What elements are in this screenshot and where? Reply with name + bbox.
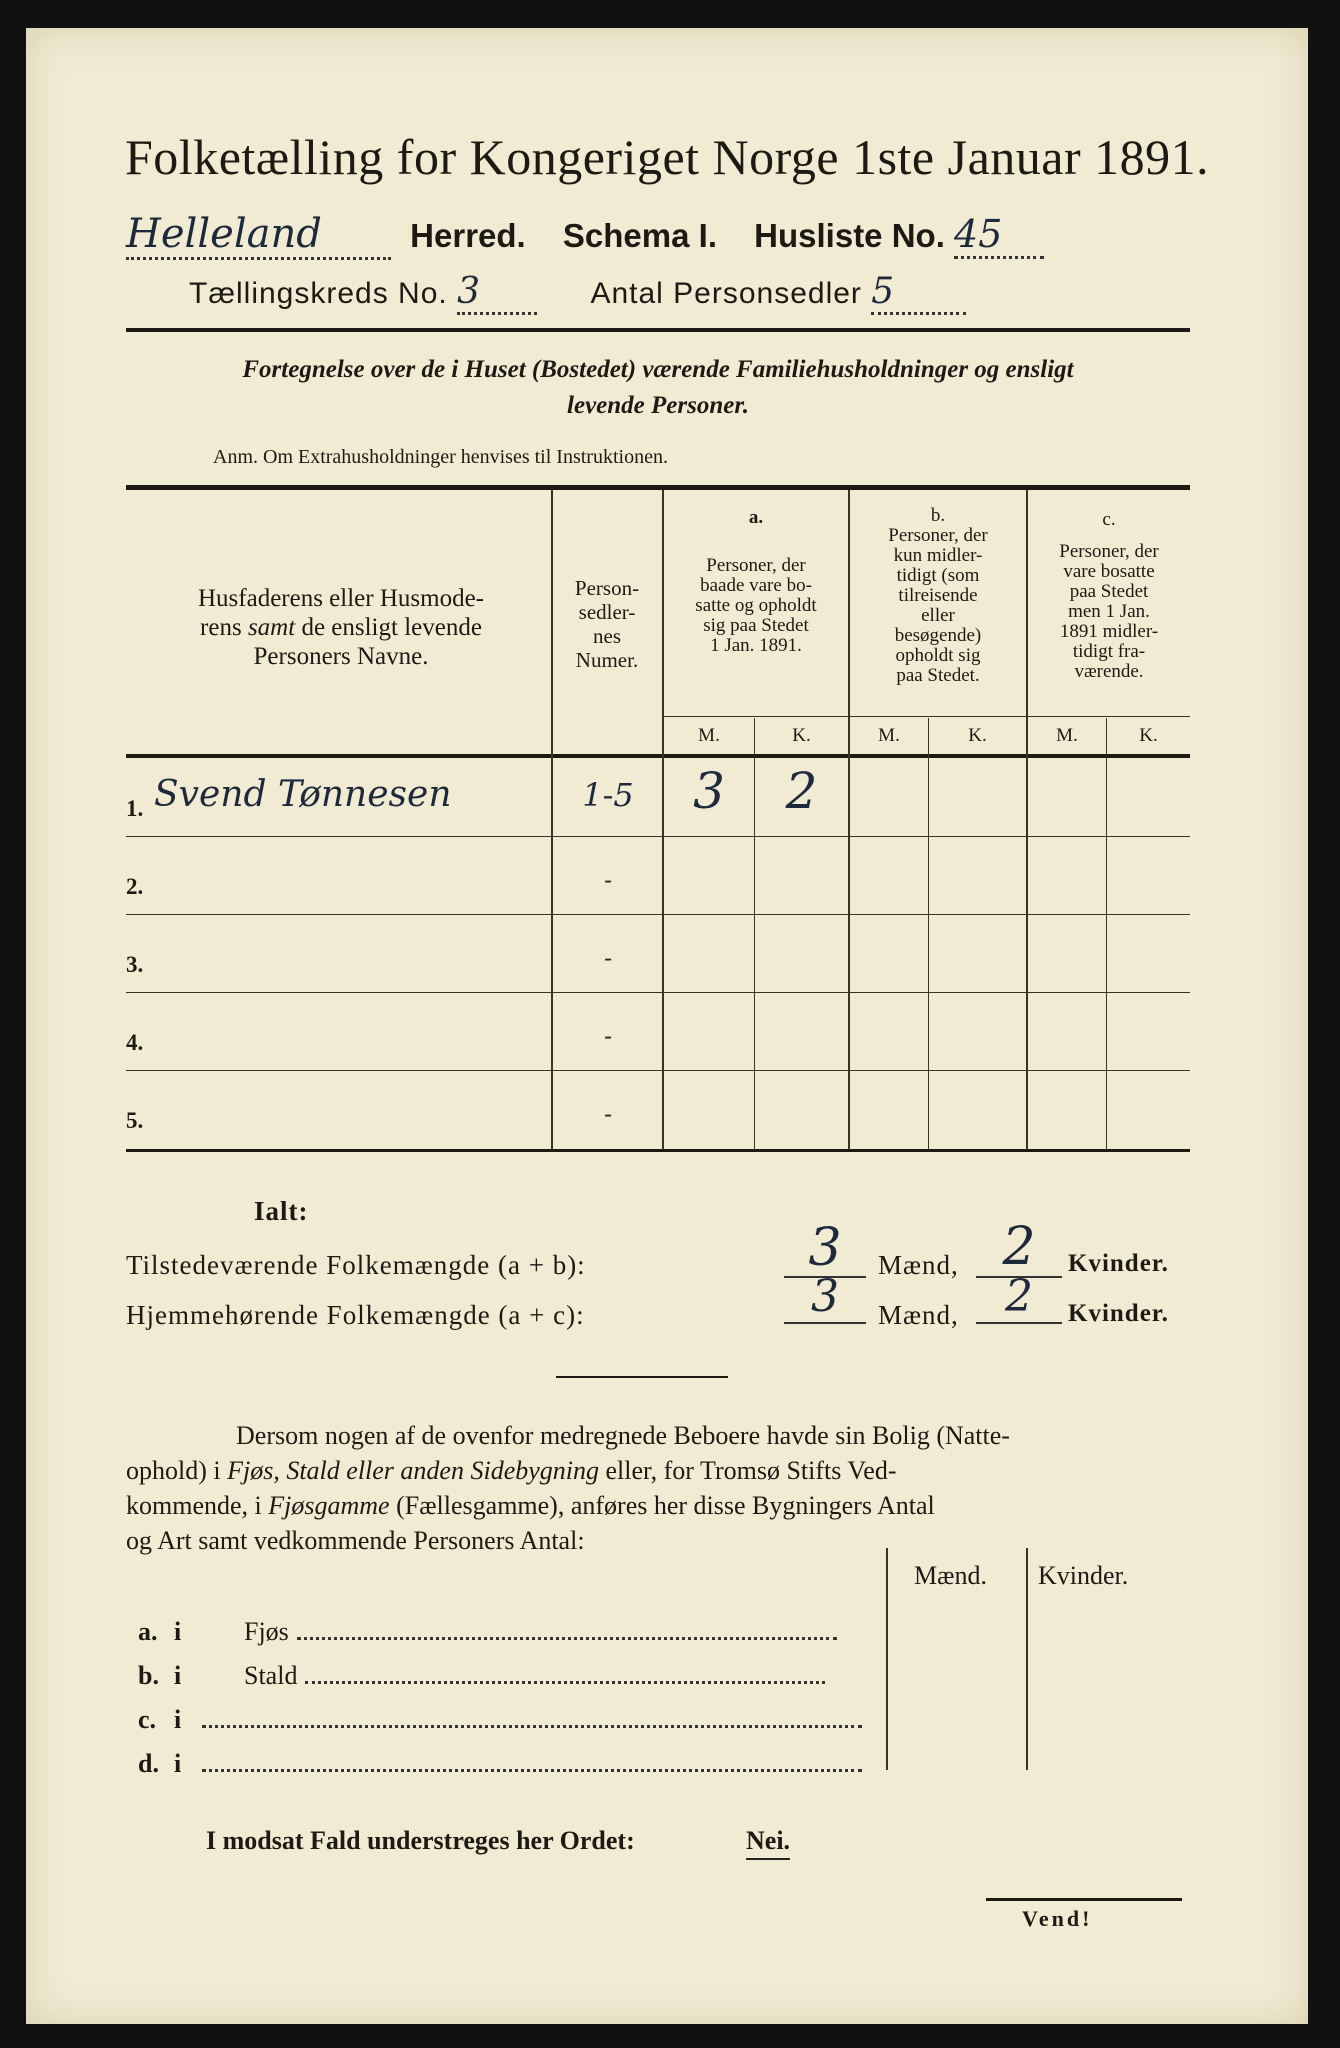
- husliste-value: 45: [954, 212, 1044, 259]
- row-personsedler: -: [603, 1022, 613, 1050]
- col-num-line: Numer.: [575, 648, 639, 672]
- vend-rule: [986, 1898, 1182, 1901]
- paragraph-text: Fjøs, Stald eller anden Sidebygning: [227, 1456, 599, 1485]
- total-1-kvinder-value: 2: [976, 1218, 1062, 1278]
- col-names-line: [136, 613, 546, 642]
- total-1-maend-value: 3: [784, 1220, 866, 1278]
- row-personsedler: 1-5: [582, 776, 634, 814]
- building-row: [138, 1702, 898, 1737]
- paragraph-text: (Fællesgamme), anføres her disse Bygningers Antal: [389, 1491, 935, 1520]
- building-i: i: [174, 1661, 182, 1690]
- vend-label: Vend!: [1022, 1906, 1093, 1931]
- row-a-m: 3: [693, 762, 725, 820]
- header-line: besøgende): [894, 625, 982, 646]
- schema-label: Schema I.: [562, 217, 717, 254]
- dotted-leader: [305, 1681, 825, 1684]
- building-label: Stald: [244, 1661, 298, 1690]
- col-num-line: Person-: [574, 576, 640, 600]
- header-line: sig paa Stedet: [703, 615, 809, 636]
- row-number: 5.: [126, 1108, 144, 1133]
- col-b-text: [850, 526, 1026, 686]
- table-bottom-rule: [126, 1149, 1190, 1152]
- herred-label: Herred.: [410, 217, 526, 254]
- dotted-leader: [202, 1725, 862, 1728]
- herred-row: [126, 211, 1044, 260]
- buildings-divider: [1026, 1548, 1028, 1770]
- paragraph-line: [126, 1453, 1186, 1488]
- header-line: 1 Jan. 1891.: [710, 635, 802, 656]
- header-rule: [126, 328, 1190, 332]
- row-a-k: 2: [785, 762, 818, 820]
- intro-line-1: Fortegnelse over de i Huset (Bostedet) værende Familiehusholdninger og ensligt: [242, 356, 1074, 383]
- col-a-letter: a.: [748, 507, 764, 528]
- row-line: [126, 914, 1190, 915]
- buildings-maend-header: Mænd.: [914, 1561, 987, 1590]
- row-personsedler: -: [603, 944, 613, 972]
- total-2-kvinder-value: 2: [976, 1272, 1062, 1324]
- header-line: satte og opholdt: [695, 595, 817, 616]
- header-line: paa Stedet: [1069, 581, 1149, 602]
- paragraph-text: Fjøsgamme: [268, 1491, 390, 1520]
- header-line: Personer, der: [888, 525, 988, 546]
- row-number: 4.: [126, 1030, 144, 1055]
- kreds-value: 3: [457, 271, 537, 315]
- building-letter: c.: [138, 1705, 157, 1734]
- kreds-label: Tællingskreds No.: [189, 277, 448, 310]
- building-i: i: [174, 1749, 182, 1778]
- kreds-row: [189, 271, 966, 315]
- mk-divider: [1106, 718, 1107, 1150]
- dotted-leader: [297, 1637, 837, 1640]
- col-names-line: Personers Navne.: [253, 643, 429, 670]
- building-letter: d.: [138, 1749, 159, 1778]
- census-form-page: [26, 28, 1308, 2024]
- col-b-letter: b.: [930, 505, 946, 526]
- col-c-m: M.: [1056, 725, 1078, 746]
- header-line: vare bosatte: [1063, 561, 1155, 582]
- paragraph-line: Dersom nogen af de ovenfor medregnede Beboere havde sin Bolig (Natte-: [236, 1421, 1010, 1450]
- ialt-label: Ialt:: [254, 1196, 309, 1226]
- total-line-2-label: Hjemmehørende Folkemængde (a + c):: [126, 1300, 585, 1330]
- row-number: 1.: [126, 796, 144, 821]
- header-line: kun midler-: [893, 545, 983, 566]
- intro-line-2: levende Personer.: [567, 392, 749, 419]
- header-line: tidigt (som: [896, 565, 980, 586]
- mk-divider: [928, 718, 929, 1150]
- building-row: [138, 1658, 898, 1693]
- header-line: tilreisende: [898, 585, 978, 606]
- building-letter: a.: [138, 1617, 158, 1646]
- col-a-m: M.: [698, 725, 720, 746]
- total-2-kvinder-label: Kvinder.: [1068, 1300, 1169, 1327]
- buildings-kvinder-header: Kvinder.: [1038, 1561, 1129, 1590]
- col-names-text: de ensligt levende: [295, 614, 482, 641]
- building-i: i: [174, 1705, 182, 1734]
- col-names-line: Husfaderens eller Husmode-: [197, 585, 484, 612]
- paragraph-line: [126, 1488, 1186, 1523]
- header-line: opholdt sig: [895, 645, 981, 666]
- col-num-line: sedler-: [578, 600, 636, 624]
- header-line: Personer, der: [1059, 541, 1159, 562]
- row-line: [126, 836, 1190, 837]
- anm-note: Anm. Om Extrahusholdninger henvises til Instruktionen.: [213, 446, 668, 468]
- header-line: men 1 Jan.: [1068, 601, 1150, 622]
- separator-rule: [556, 1376, 728, 1378]
- total-2-maend-label: Mænd,: [878, 1300, 959, 1330]
- col-b-k: K.: [968, 725, 987, 746]
- antal-label: Antal Personsedler: [590, 277, 862, 310]
- col-c-k: K.: [1139, 725, 1158, 746]
- herred-value: Helleland: [126, 211, 391, 260]
- header-line: baade vare bo-: [700, 575, 812, 596]
- building-i: i: [174, 1617, 182, 1646]
- col-names-header: [136, 584, 546, 671]
- col-num-line: nes: [593, 624, 621, 648]
- total-2-maend-value: 3: [784, 1272, 866, 1324]
- col-a-text: [664, 556, 848, 656]
- building-letter: b.: [138, 1661, 159, 1690]
- row-line: [126, 992, 1190, 993]
- row-name: Svend Tønnesen: [154, 774, 452, 815]
- modsat-text: I modsat Fald understreges her Ordet:: [206, 1826, 635, 1855]
- col-c-text: [1028, 542, 1190, 682]
- header-line: tidigt fra-: [1072, 641, 1146, 662]
- col-a-k: K.: [792, 725, 811, 746]
- mk-header-line: [662, 716, 1190, 717]
- table-top-rule: [126, 485, 1190, 490]
- nei-word: Nei.: [746, 1823, 790, 1860]
- husliste-label: Husliste No.: [754, 217, 945, 254]
- total-1-kvinder-label: Kvinder.: [1068, 1250, 1169, 1277]
- total-line-1-label: Tilstedeværende Folkemængde (a + b):: [126, 1250, 586, 1280]
- paragraph-text: kommende, i: [126, 1491, 269, 1520]
- row-personsedler: -: [603, 1100, 613, 1128]
- row-personsedler: -: [603, 866, 613, 894]
- row-number: 3.: [126, 952, 144, 977]
- col-divider: [551, 490, 553, 1150]
- total-1-maend-label: Mænd,: [878, 1250, 959, 1280]
- bolig-paragraph: [126, 1418, 1186, 1558]
- dotted-leader: [202, 1769, 862, 1772]
- header-line: Personer, der: [706, 555, 806, 576]
- header-line: 1891 midler-: [1059, 621, 1159, 642]
- table-header-rule: [126, 754, 1190, 758]
- total-line-1: [126, 1250, 586, 1281]
- paragraph-text: eller, for Tromsø Stifts Ved-: [599, 1456, 897, 1485]
- building-row: [138, 1614, 898, 1649]
- paragraph-line: og Art samt vedkommende Personers Antal:: [126, 1526, 585, 1555]
- header-line: paa Stedet.: [896, 665, 980, 686]
- header-line: eller: [921, 605, 955, 626]
- form-title: Folketælling for Kongeriget Norge 1ste Januar 1891.: [125, 129, 1210, 185]
- row-number: 2.: [126, 874, 144, 899]
- row-line: [126, 1070, 1190, 1071]
- col-names-text: rens: [200, 614, 248, 641]
- header-line: værende.: [1074, 661, 1144, 682]
- col-names-text: samt: [247, 614, 296, 641]
- col-c-letter: c.: [1102, 509, 1116, 530]
- total-line-2: [126, 1300, 585, 1331]
- antal-value: 5: [871, 271, 966, 315]
- building-label: Fjøs: [244, 1617, 289, 1646]
- col-b-m: M.: [878, 725, 900, 746]
- paragraph-text: ophold) i: [126, 1456, 228, 1485]
- building-row: [138, 1746, 898, 1781]
- col-num-header: [554, 576, 660, 672]
